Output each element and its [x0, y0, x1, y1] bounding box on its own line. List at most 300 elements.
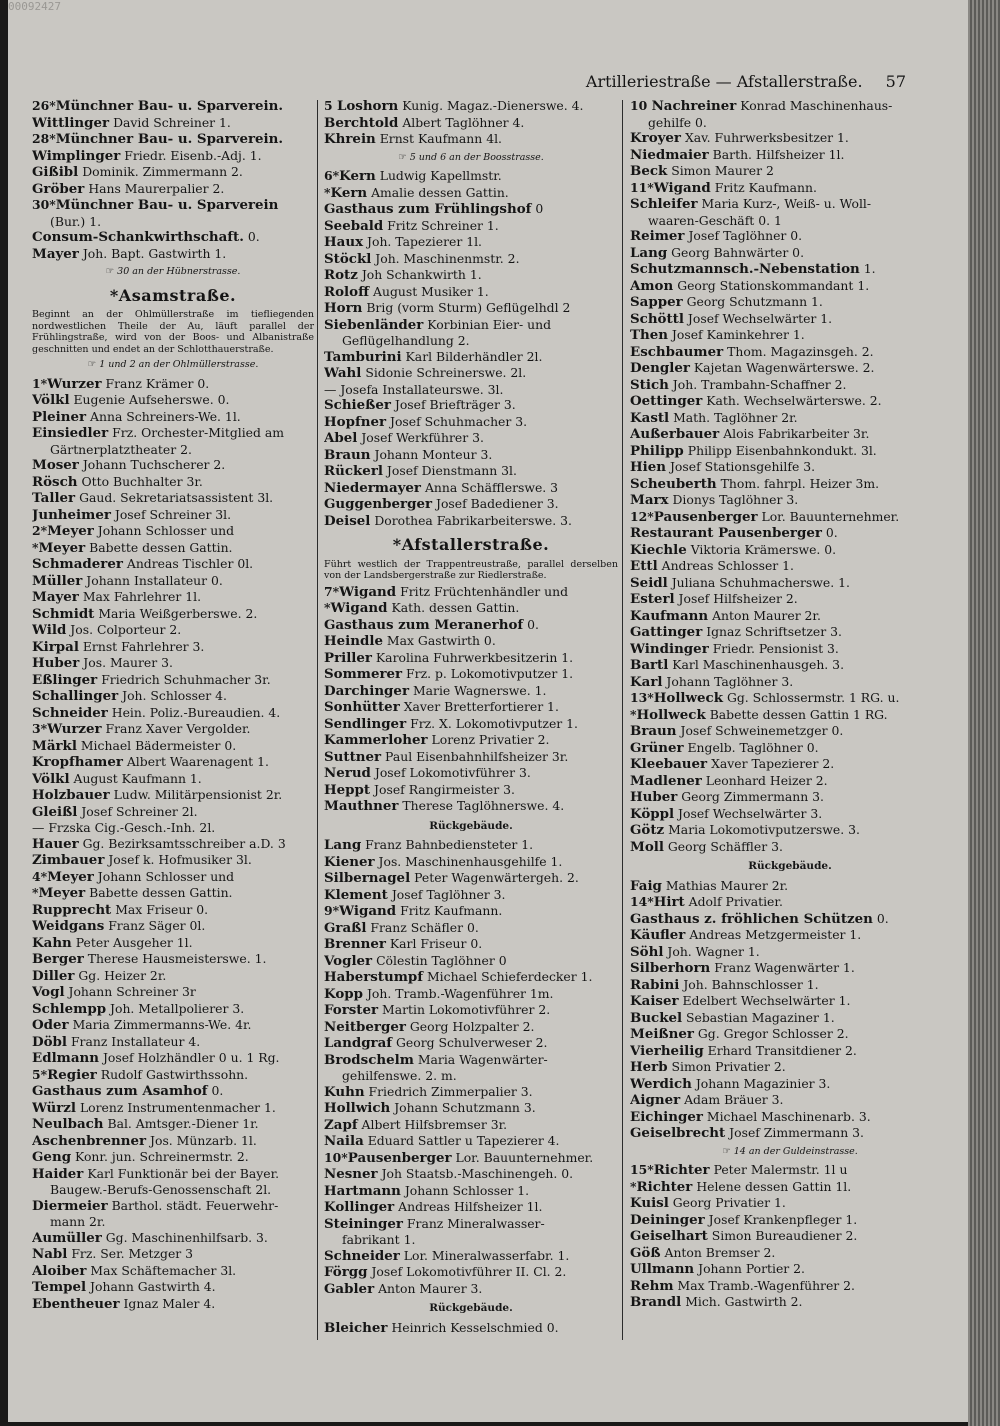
list-item: [32, 935, 314, 952]
list-item: [324, 798, 618, 815]
list-item: [324, 1100, 618, 1117]
list-item: [630, 641, 950, 658]
resident-name: Philipp: [630, 442, 684, 459]
resident-name: Niedmaier: [630, 146, 709, 163]
list-item: [630, 98, 950, 115]
list-item: [630, 927, 950, 944]
note-text: 30 an der Hübnerstrasse.: [117, 266, 241, 277]
resident-name: Kammerloher: [324, 732, 428, 748]
list-item: [630, 228, 950, 245]
resident-name: Vogler: [324, 952, 373, 969]
resident-details: Johann Schlosser 1.: [404, 1182, 530, 1198]
resident-details: Josef Schreiner 3l.: [114, 506, 232, 522]
resident-name: Wigand: [339, 583, 397, 600]
resident-details: Karl Friseur 0.: [389, 936, 483, 951]
house-number: 13*: [630, 690, 654, 705]
list-item: [630, 977, 950, 994]
resident-name: Khrein: [324, 131, 376, 147]
resident-details: Ludwig Kapellmstr.: [379, 168, 502, 183]
list-item: [32, 705, 314, 722]
resident-details: Peter Ausgeher 1l.: [75, 934, 193, 950]
list-item: [32, 556, 314, 573]
list-item: [324, 131, 618, 148]
resident-name: Kuhn: [324, 1083, 365, 1100]
resident-details: Josef Stationsgehilfe 3.: [669, 459, 816, 474]
resident-details: 0: [535, 201, 544, 216]
resident-details: Anna Schreiners-We. 1l.: [90, 408, 241, 424]
resident-name: Marx: [630, 492, 669, 508]
resident-details: Josef Wechselwärter 3.: [678, 805, 823, 821]
list-item: [32, 852, 314, 869]
pointing-hand-icon: ☞: [722, 1145, 734, 1157]
list-item: [32, 836, 314, 853]
resident-details: 1.: [863, 261, 876, 276]
list-item: [630, 410, 950, 427]
list-item: [324, 732, 618, 749]
resident-details: Lor. Bauunternehmer.: [455, 1149, 594, 1165]
list-item: [324, 633, 618, 650]
resident-name: Herb: [630, 1059, 668, 1075]
resident-details: Johann Portier 2.: [698, 1261, 805, 1276]
list-item: [32, 214, 314, 230]
resident-name: Haux: [324, 234, 364, 250]
resident-name: Geiselhart: [630, 1228, 708, 1244]
resident-name: Kastl: [630, 409, 670, 426]
resident-details: Gg. Maschinenhilfsarb. 3.: [105, 1229, 268, 1245]
resident-name: Würzl: [32, 1099, 76, 1116]
list-item: [324, 650, 618, 667]
resident-details: Johann Taglöhner 3.: [666, 673, 794, 689]
list-item: [32, 573, 314, 590]
resident-name: Karl: [630, 673, 663, 690]
list-item: [630, 163, 950, 180]
resident-name: Stöckl: [324, 250, 372, 267]
list-item: [324, 1199, 618, 1216]
resident-details: Eugenie Aufseherswe. 0.: [73, 392, 230, 407]
list-item: [32, 1083, 314, 1100]
column-2: [324, 98, 618, 1336]
resident-name: Neulbach: [32, 1116, 104, 1132]
list-item: [32, 98, 314, 115]
resident-name: Meyer: [38, 885, 86, 901]
list-item: [32, 984, 314, 1001]
resident-name: Göß: [630, 1244, 661, 1261]
resident-details: Franz Krämer 0.: [105, 375, 210, 391]
resident-details: Anna Schäfflerswe. 3: [424, 479, 559, 495]
house-number: *: [324, 600, 331, 615]
resident-details: Dominik. Zimmermann 2.: [82, 164, 243, 179]
resident-name: Siebenländer: [324, 316, 424, 333]
resident-details: Rudolf Gastwirthssohn.: [100, 1066, 249, 1082]
resident-name: Roloff: [324, 283, 370, 300]
resident-name: Kollinger: [324, 1199, 395, 1215]
cross-reference-note: [630, 1144, 950, 1160]
resident-name: Berger: [32, 951, 84, 967]
resident-name: Aloiber: [32, 1262, 87, 1279]
resident-name: Außerbauer: [630, 426, 720, 442]
resident-name: Kaiser: [630, 993, 679, 1009]
list-item: [32, 606, 314, 623]
list-item: [32, 1198, 314, 1215]
resident-name: Hollwich: [324, 1100, 391, 1116]
house-number: 10*: [324, 1149, 348, 1165]
resident-details: Gg. Schlossermstr. 1 RG. u.: [726, 690, 900, 705]
list-item: [324, 480, 618, 497]
list-item: [32, 490, 314, 507]
list-item: [324, 1133, 618, 1150]
resident-details: Fritz Kaufmann.: [400, 903, 503, 918]
list-item: [324, 749, 618, 766]
list-item: [32, 589, 314, 606]
resident-details: Josef Schreiner 2l.: [81, 803, 198, 819]
resident-name: Loshorn: [336, 98, 399, 114]
list-item: [630, 993, 950, 1010]
list-item: [32, 1246, 314, 1263]
list-item: [630, 878, 950, 895]
list-item: [630, 261, 950, 278]
resident-details: Jos. Münzarb. 1l.: [150, 1132, 257, 1148]
list-item: [324, 300, 618, 317]
subsection-label: Rückgebäude.: [748, 860, 832, 872]
resident-details: August Musiker 1.: [373, 283, 489, 299]
resident-name: Graßl: [324, 919, 367, 936]
list-item: [32, 1133, 314, 1150]
resident-details: Konr. jun. Schreinermstr. 2.: [75, 1149, 249, 1164]
pointing-hand-icon: ☞: [398, 151, 410, 163]
resident-details: Gärtnerplatztheater 2.: [50, 441, 192, 457]
resident-details: Georg Holzpalter 2.: [409, 1018, 535, 1034]
resident-details: Xaver Tapezierer 2.: [711, 756, 835, 771]
resident-details: Gg. Heizer 2r.: [78, 967, 167, 983]
resident-details: Max Fahrlehrer 1l.: [82, 589, 202, 604]
resident-name: Söhl: [630, 943, 664, 960]
resident-name: Bleicher: [324, 1319, 388, 1336]
house-number: 5*: [32, 1066, 48, 1082]
resident-name: Restaurant Pausenberger: [630, 525, 822, 541]
resident-details: Karl Bilderhändler 2l.: [405, 348, 543, 364]
list-item: [630, 911, 950, 928]
resident-details: Marie Wagnerswe. 1.: [412, 682, 547, 698]
resident-name: Gasthaus zum Asamhof: [32, 1083, 208, 1099]
resident-details: Josef Zimmermann 3.: [729, 1125, 864, 1140]
list-item: [324, 168, 618, 185]
list-item: [324, 600, 618, 617]
archive-stamp: 00092427: [8, 0, 61, 13]
list-item: [32, 457, 314, 474]
list-item: [630, 657, 950, 674]
resident-details: Hans Maurerpalier 2.: [88, 180, 225, 196]
cross-reference-note: [324, 150, 618, 166]
resident-details: Anton Bremser 2.: [664, 1244, 776, 1260]
list-item: [630, 1179, 950, 1196]
list-item: [324, 666, 618, 683]
resident-name: Beck: [630, 163, 668, 179]
list-item: [32, 771, 314, 788]
list-item: [32, 885, 314, 902]
resident-name: Oder: [32, 1017, 69, 1033]
resident-name: Käufler: [630, 927, 686, 943]
resident-details: Adam Bräuer 3.: [684, 1092, 784, 1107]
list-item: [324, 365, 618, 382]
resident-details: Sebastian Magaziner 1.: [686, 1009, 835, 1025]
list-item: [32, 1116, 314, 1133]
column-3: [630, 98, 950, 1311]
resident-name: Heindle: [324, 633, 383, 649]
resident-name: Madlener: [630, 772, 702, 789]
resident-name: Zapf: [324, 1116, 358, 1133]
resident-details: Michael Maschinenarb. 3.: [706, 1108, 871, 1124]
resident-details: Max Schäftemacher 3l.: [90, 1262, 237, 1278]
resident-details: Josef Taglöhner 3.: [391, 886, 506, 902]
list-item: [630, 944, 950, 961]
list-item: [324, 234, 618, 251]
resident-name: Aumüller: [32, 1229, 102, 1246]
resident-details: Simon Privatier 2.: [671, 1059, 786, 1074]
cross-reference-note: [32, 357, 314, 373]
resident-details: Paul Eisenbahnhilfsheizer 3r.: [385, 748, 569, 764]
resident-details: Dorothea Fabrikarbeiterswe. 3.: [374, 512, 572, 528]
list-item: [32, 1149, 314, 1166]
list-item: [324, 1320, 618, 1337]
resident-name: Forster: [324, 1002, 379, 1018]
resident-details: Franz Schäfler 0.: [370, 919, 479, 935]
resident-name: Moll: [630, 838, 664, 855]
resident-details: Joh Schankwirth 1.: [361, 267, 482, 282]
list-item: [324, 496, 618, 513]
resident-name: Junheimer: [32, 506, 111, 523]
resident-name: Taller: [32, 490, 76, 506]
list-item: [324, 920, 618, 937]
list-item: [324, 1068, 618, 1084]
list-item: [630, 822, 950, 839]
list-item: [324, 463, 618, 480]
list-item: [630, 459, 950, 476]
resident-details: Josef Briefträger 3.: [394, 397, 516, 412]
resident-name: Rösch: [32, 473, 78, 490]
list-item: [630, 130, 950, 147]
resident-details: Albert Taglöhner 4.: [402, 114, 525, 130]
resident-details: Jos. Maschinenhausgehilfe 1.: [378, 853, 563, 869]
resident-details: Joh. Schlosser 4.: [122, 688, 227, 703]
list-item: [32, 229, 314, 246]
resident-details: Franz Xaver Vergolder.: [105, 721, 251, 736]
resident-details: Lorenz Privatier 2.: [431, 732, 550, 747]
list-item: [324, 1264, 618, 1281]
resident-details: Thom. fahrpl. Heizer 3m.: [720, 475, 880, 491]
resident-details: Anton Maurer 2r.: [712, 607, 821, 623]
house-number: 1*: [32, 375, 48, 391]
resident-details: Johann Schutzmann 3.: [394, 1100, 536, 1115]
resident-name: Landgraf: [324, 1035, 393, 1051]
resident-details: Josef Taglöhner 0.: [688, 228, 803, 243]
list-item: [32, 1166, 314, 1183]
resident-details: Josef Werkführer 3.: [361, 430, 484, 445]
resident-name: Moser: [32, 457, 79, 473]
resident-details: Fritz Früchtenhändler und: [400, 583, 569, 599]
house-number: 30*: [32, 197, 56, 212]
list-item: [324, 430, 618, 447]
resident-details: Josef Lokomotivführer 3.: [374, 765, 531, 780]
list-item: [32, 115, 314, 132]
resident-name: Döbl: [32, 1033, 67, 1050]
resident-name: Mayer: [32, 589, 79, 605]
resident-details: Helene dessen Gattin 1l.: [696, 1178, 852, 1194]
resident-name: Horn: [324, 300, 363, 316]
list-item: [630, 1278, 950, 1295]
resident-name: Sendlinger: [324, 715, 407, 732]
resident-details: Viktoria Krämerswe. 0.: [690, 541, 837, 557]
resident-details: Edelbert Wechselwärter 1.: [682, 993, 851, 1008]
resident-name: Holzbauer: [32, 787, 110, 803]
resident-details: 0.: [527, 616, 539, 632]
resident-name: Gattinger: [630, 624, 703, 640]
street-heading: *Afstallerstraße.: [392, 535, 550, 554]
resident-details: Maria Zimmermanns-We. 4r.: [72, 1017, 252, 1032]
house-number: 11*: [630, 179, 654, 195]
resident-details: Joh Staatsb.-Maschinengeh. 0.: [381, 1166, 574, 1181]
resident-name: Hollweck: [653, 690, 723, 706]
resident-details: Joh. Wagner 1.: [667, 943, 760, 959]
resident-name: Haberstumpf: [324, 969, 424, 985]
resident-details: Ernst Kaufmann 4l.: [379, 131, 502, 146]
resident-name: Kern: [339, 168, 376, 184]
resident-details: Max Gastwirth 0.: [386, 633, 496, 648]
list-item: [630, 426, 950, 443]
resident-details: mann 2r.: [50, 1214, 106, 1229]
resident-name: Windinger: [630, 640, 709, 657]
list-item: [32, 688, 314, 705]
resident-name: Edlmann: [32, 1050, 99, 1066]
resident-name: Pleiner: [32, 408, 87, 425]
resident-name: Seidl: [630, 574, 668, 591]
list-item: [32, 1001, 314, 1018]
resident-details: 0.: [876, 910, 889, 926]
resident-name: Köppl: [630, 805, 675, 822]
resident-name: Grüner: [630, 739, 684, 756]
resident-name: Braun: [324, 446, 371, 463]
resident-name: Völkl: [32, 770, 70, 787]
resident-details: Kajetan Wagenwärterswe. 2.: [693, 360, 875, 375]
resident-details: Josef Krankenpfleger 1.: [708, 1211, 858, 1227]
resident-name: Münchner Bau- u. Sparverein.: [55, 98, 284, 114]
resident-name: Zimbauer: [32, 852, 105, 868]
list-item: [630, 377, 950, 394]
list-item: [32, 754, 314, 771]
resident-name: Münchner Bau- u. Sparverein.: [55, 131, 284, 147]
resident-details: Engelb. Taglöhner 0.: [687, 739, 819, 755]
resident-name: Kiener: [324, 853, 375, 870]
resident-details: Sidonie Schreinerswe. 2l.: [365, 365, 527, 380]
list-item: [32, 1034, 314, 1051]
list-item: [324, 854, 618, 871]
resident-name: Gißibl: [32, 164, 79, 180]
book-page-edges: [968, 0, 1000, 1426]
resident-details: Peter Wagenwärtergeh. 2.: [414, 870, 579, 885]
list-item: [324, 1232, 618, 1248]
resident-name: Naila: [324, 1133, 364, 1149]
list-item: [324, 903, 618, 920]
resident-name: Eschbaumer: [630, 343, 724, 360]
resident-name: Sommerer: [324, 666, 403, 682]
resident-details: Johann Magazinier 3.: [695, 1075, 831, 1091]
resident-details: Friedr. Eisenb.-Adj. 1.: [124, 147, 262, 163]
resident-name: Berchtold: [324, 114, 399, 131]
list-item: [324, 201, 618, 218]
resident-name: Kiechle: [630, 541, 687, 558]
resident-details: Lor. Mineralwasserfabr. 1.: [403, 1247, 570, 1263]
resident-name: Huber: [630, 789, 678, 805]
house-number: 9*: [324, 903, 340, 918]
list-item: [630, 1125, 950, 1142]
resident-name: Meyer: [47, 868, 94, 885]
resident-details: Fritz Kaufmann.: [714, 179, 817, 195]
note-text: 1 und 2 an der Ohlmüllerstrasse.: [99, 359, 259, 370]
street-description: Führt westlich der Trappentreustraße, parallel derselben von der Landsbergerstraße zur Riedlerstraße.: [324, 558, 618, 581]
list-item: [32, 1279, 314, 1296]
resident-name: Tamburini: [324, 348, 402, 365]
resident-name: Gasthaus zum Meranerhof: [324, 616, 524, 633]
resident-name: Wurzer: [47, 375, 102, 392]
resident-details: Joh. Bahnschlosser 1.: [683, 976, 819, 992]
list-item: [630, 1195, 950, 1212]
resident-name: Nachreiner: [651, 98, 737, 114]
list-item: [630, 1010, 950, 1027]
resident-details: Ludw. Militärpensionist 2r.: [113, 787, 283, 802]
resident-details: Johann Installateur 0.: [86, 572, 223, 588]
resident-name: Wurzer: [47, 721, 102, 737]
resident-name: Deininger: [630, 1211, 705, 1228]
list-item: [630, 344, 950, 361]
list-item: [324, 349, 618, 366]
resident-name: Sonhütter: [324, 699, 400, 715]
resident-details: Cölestin Taglöhner 0: [376, 952, 507, 968]
pointing-hand-icon: ☞: [105, 266, 118, 277]
list-item: [324, 1035, 618, 1052]
resident-name: Scheuberth: [630, 475, 717, 492]
house-number: 28*: [32, 131, 56, 146]
list-item: [32, 197, 314, 214]
resident-name: Schutzmannsch.-Nebenstation: [630, 261, 860, 277]
resident-name: Pausenberger: [347, 1149, 452, 1166]
resident-details: Frz. Ser. Metzger 3: [71, 1246, 194, 1261]
subsection-label: Rückgebäude.: [429, 819, 513, 832]
resident-name: Nesner: [324, 1166, 378, 1182]
cross-reference-note: [32, 264, 314, 280]
resident-details: Joh. Bapt. Gastwirth 1.: [82, 245, 227, 261]
list-item: [32, 376, 314, 393]
page-number: 57: [885, 72, 906, 91]
list-item: [324, 887, 618, 904]
resident-details: gehilfe 0.: [648, 114, 707, 130]
resident-name: Priller: [324, 649, 372, 666]
resident-details: Peter Malermstr. 1l u: [713, 1162, 848, 1177]
list-item: [630, 756, 950, 773]
resident-details: Joh. Metallpolierer 3.: [110, 1000, 245, 1016]
resident-name: Stich: [630, 376, 669, 393]
resident-name: Pausenberger: [653, 508, 758, 525]
resident-details: Andreas Hilfsheizer 1l.: [398, 1199, 543, 1214]
resident-details: Gg. Gregor Schlosser 2.: [697, 1026, 849, 1041]
list-item: [32, 1100, 314, 1117]
list-item: [630, 773, 950, 790]
resident-details: Franz Säger 0l.: [108, 918, 206, 933]
list-item: [630, 1245, 950, 1262]
house-number: *: [32, 885, 39, 900]
house-number: *: [324, 184, 331, 200]
resident-name: Wigand: [653, 179, 711, 196]
house-number: *: [630, 706, 637, 722]
list-item: [630, 1261, 950, 1278]
